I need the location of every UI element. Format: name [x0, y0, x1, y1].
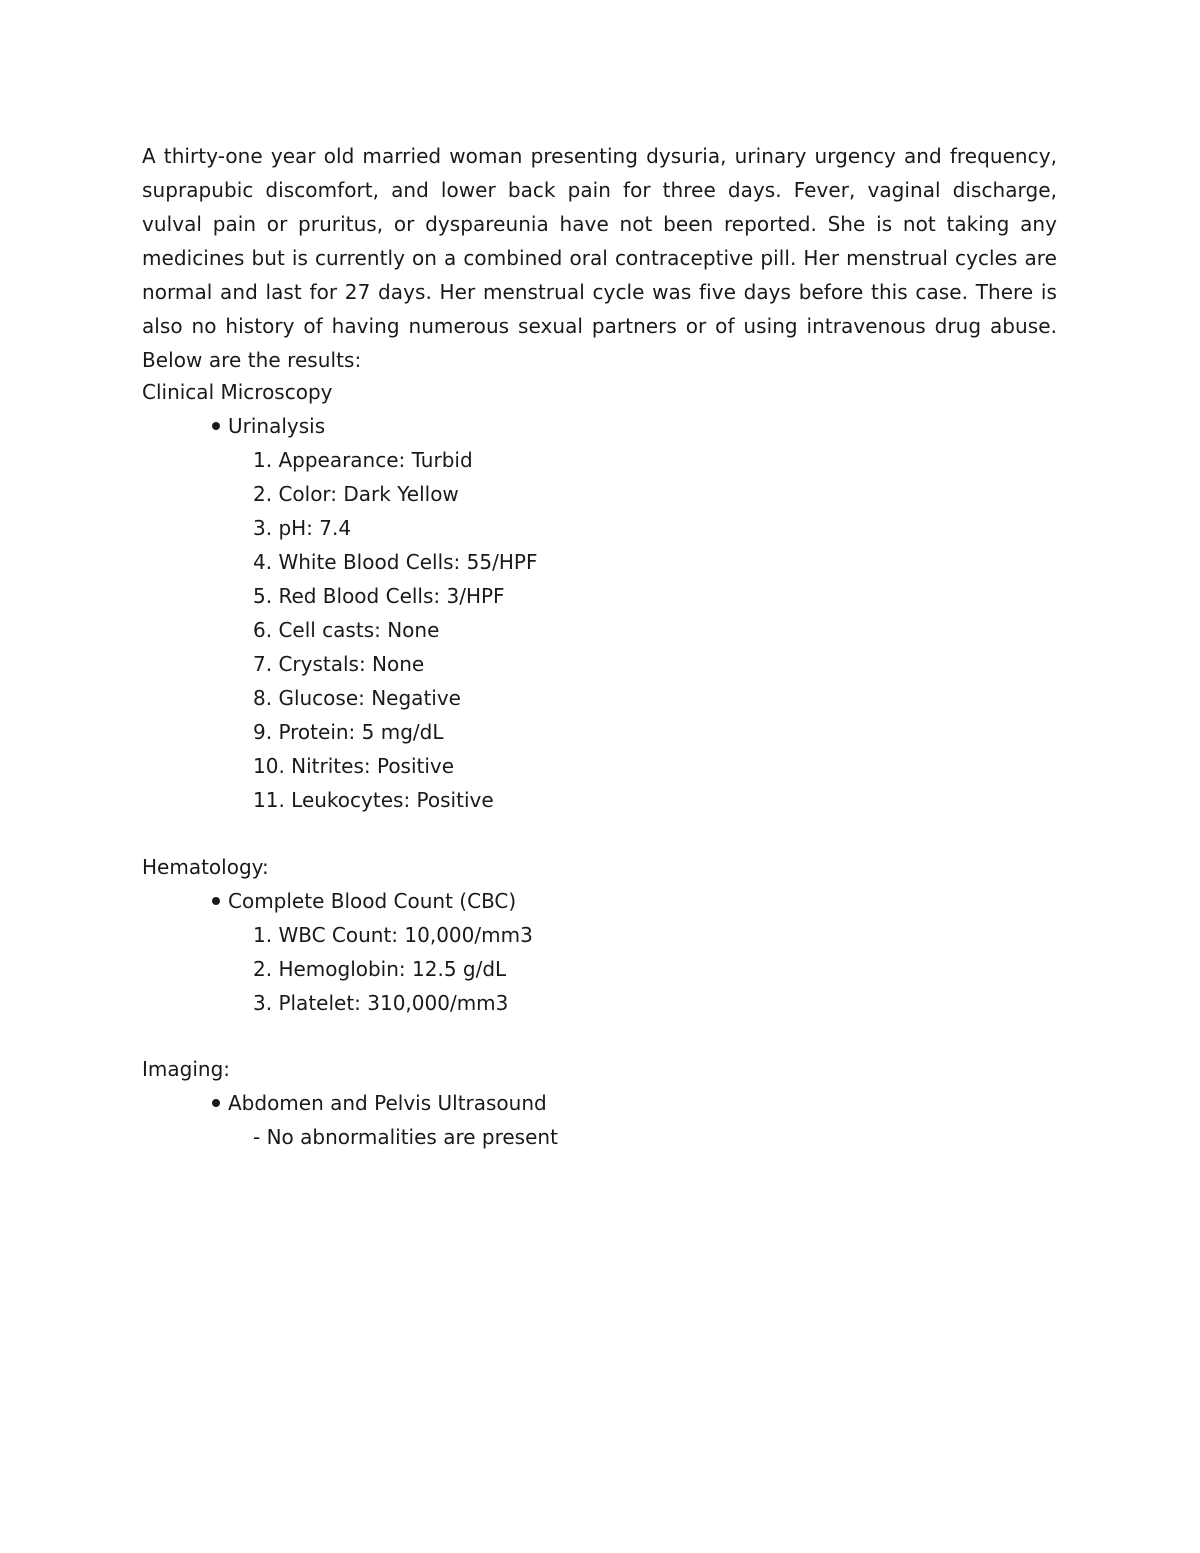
- case-description: A thirty-one year old married woman presenting dysuria, urinary urgency and frequency, suprapubic discomfort, and lower back pain for three days. Fever, vaginal discharge, vulval pain or pruritus, or dyspareunia have not been reported. She is not taking any medicines but is currently on a combined oral contraceptive pill. Her menstrual cycles are normal and last for 27 days. Her menstrual cycle was five days before this case. There is also no history of having numerous sexual partners or of using intravenous drug abuse. Below are the results:: [142, 144, 1057, 372]
- bullet-icon: [212, 1099, 220, 1107]
- list-item: 1. Appearance: Turbid: [253, 448, 473, 472]
- list-item: 11. Leukocytes: Positive: [253, 788, 494, 812]
- section-heading-imaging: Imaging:: [142, 1057, 230, 1081]
- list-item: 6. Cell casts: None: [253, 618, 440, 642]
- list-item: 2. Hemoglobin: 12.5 g/dL: [253, 957, 507, 981]
- list-item: 3. Platelet: 310,000/mm3: [253, 991, 509, 1015]
- imaging-results-list: [253, 1120, 558, 1154]
- list-item: 2. Color: Dark Yellow: [253, 482, 459, 506]
- list-item: 4. White Blood Cells: 55/HPF: [253, 550, 538, 574]
- list-item: 9. Protein: 5 mg/dL: [253, 720, 444, 744]
- bullet-cbc: [212, 884, 516, 918]
- list-item: 10. Nitrites: Positive: [253, 754, 455, 778]
- bullet-urinalysis: [212, 409, 325, 443]
- bullet-icon: [212, 897, 220, 905]
- cbc-results-list: [253, 918, 533, 1020]
- bullet-ultrasound: [212, 1086, 547, 1120]
- urinalysis-results-list: [253, 443, 537, 817]
- bullet-icon: [212, 422, 220, 430]
- list-item: - No abnormalities are present: [253, 1125, 558, 1149]
- bullet-label: Abdomen and Pelvis Ultrasound: [228, 1091, 547, 1115]
- list-item: 7. Crystals: None: [253, 652, 425, 676]
- list-item: 1. WBC Count: 10,000/mm3: [253, 923, 533, 947]
- list-item: 8. Glucose: Negative: [253, 686, 461, 710]
- bullet-label: Complete Blood Count (CBC): [228, 889, 517, 913]
- section-heading-clinical-microscopy: Clinical Microscopy: [142, 380, 333, 404]
- list-item: 5. Red Blood Cells: 3/HPF: [253, 584, 505, 608]
- bullet-label: Urinalysis: [228, 414, 326, 438]
- list-item: 3. pH: 7.4: [253, 516, 352, 540]
- section-heading-hematology: Hematology:: [142, 855, 269, 879]
